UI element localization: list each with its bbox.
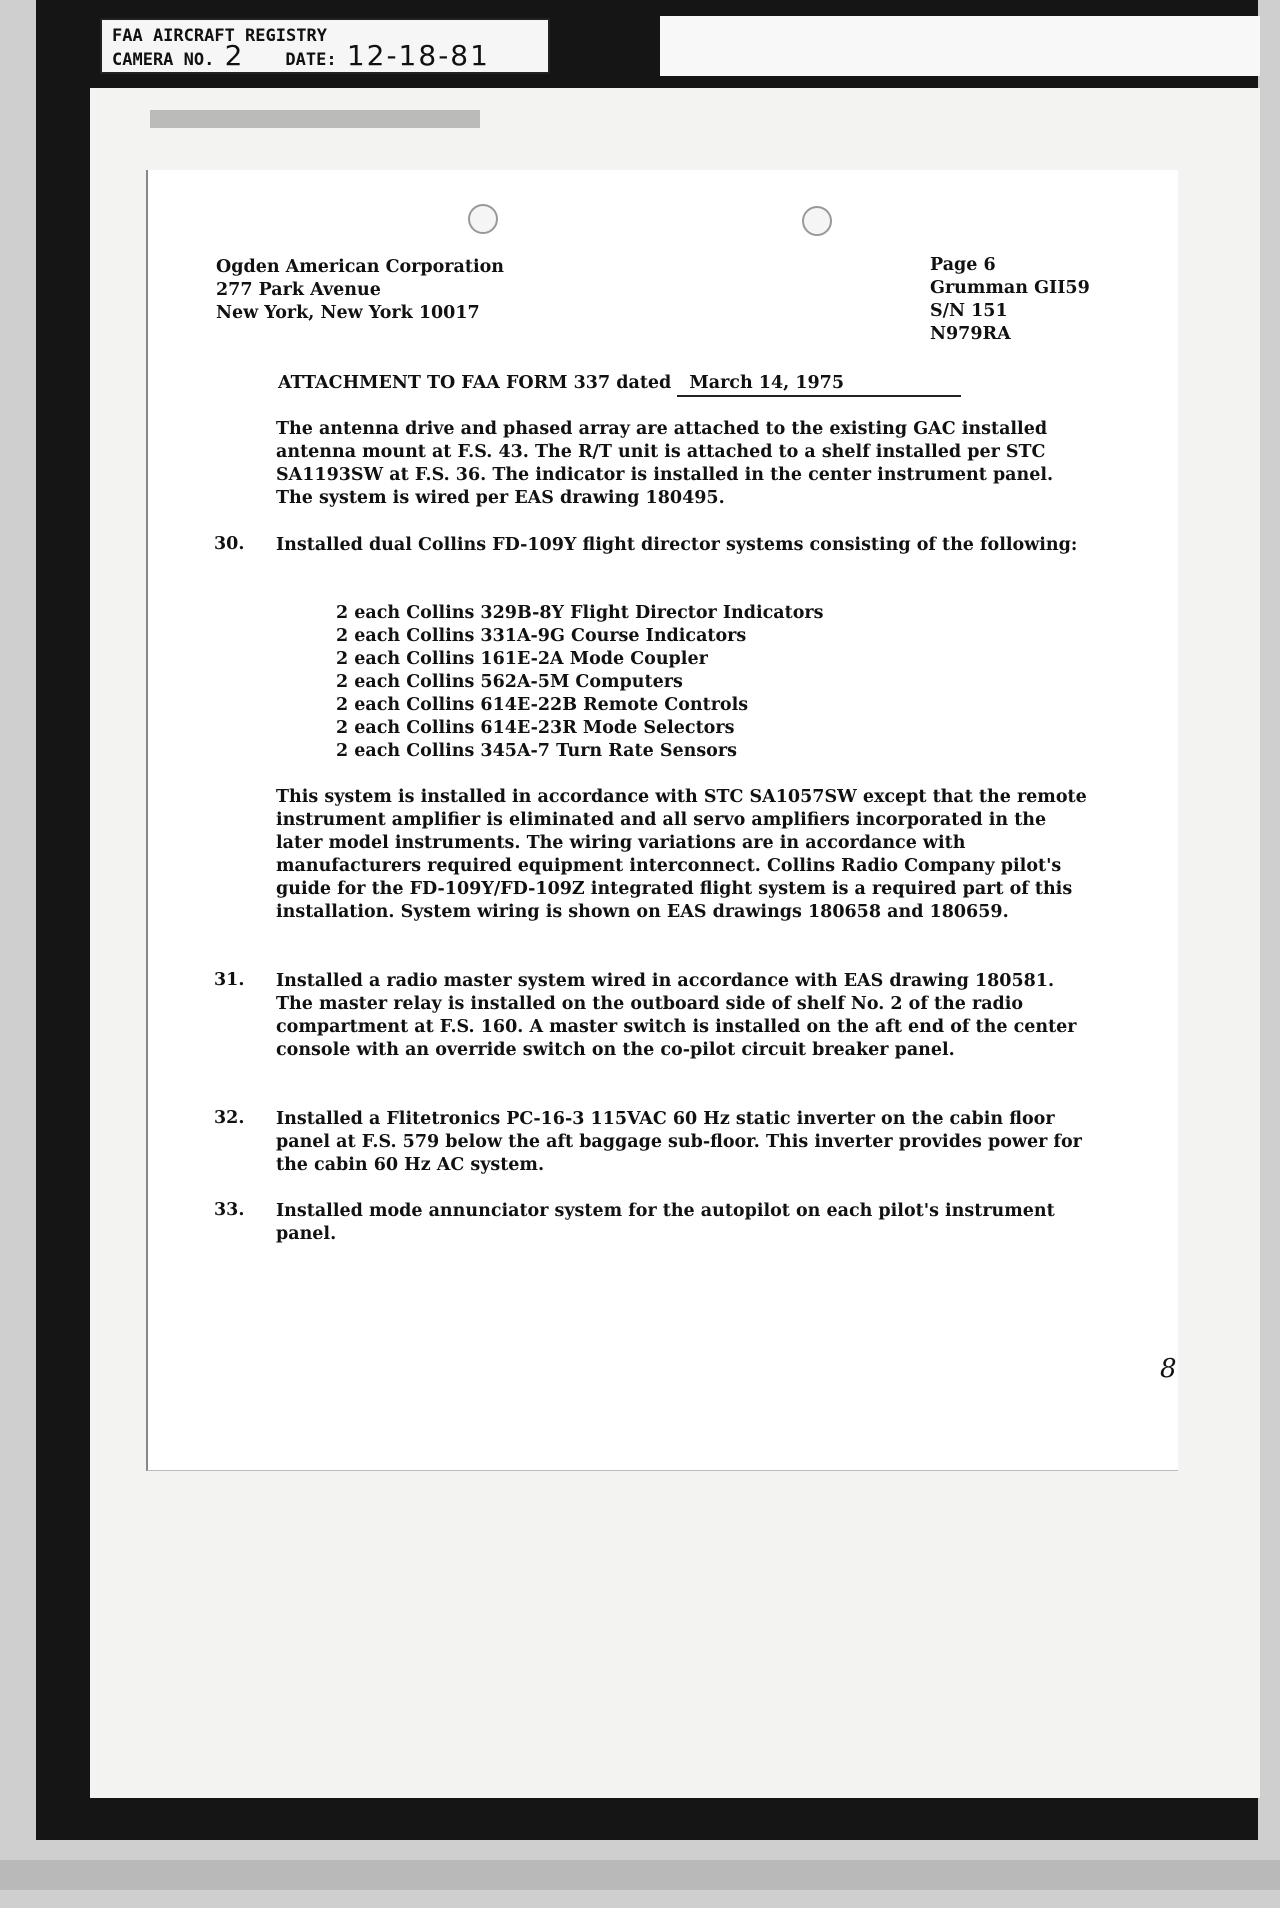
attachment-heading: ATTACHMENT TO FAA FORM 337 dated bbox=[278, 373, 672, 393]
aircraft-info bbox=[930, 254, 1090, 346]
attachment-title bbox=[278, 372, 961, 397]
item-number: 32. bbox=[214, 1108, 245, 1128]
component-list bbox=[336, 602, 823, 763]
company-name: Ogden American Corporation bbox=[216, 257, 504, 277]
list-item: 2 each Collins 562A-5M Computers bbox=[336, 672, 683, 692]
handwritten-mark: 8 bbox=[1160, 1354, 1177, 1384]
serial-number: S/N 151 bbox=[930, 301, 1008, 321]
camera-number: 2 bbox=[224, 39, 245, 72]
list-item: 2 each Collins 161E-2A Mode Coupler bbox=[336, 649, 708, 669]
camera-label: CAMERA NO. bbox=[112, 50, 215, 70]
list-item: 2 each Collins 331A-9G Course Indicators bbox=[336, 626, 747, 646]
registry-label: FAA AIRCRAFT REGISTRY bbox=[112, 26, 327, 46]
item-number: 33. bbox=[214, 1200, 245, 1220]
blank-stamp-box bbox=[660, 16, 1260, 76]
item-31-text: Installed a radio master system wired in accordance with EAS drawing 180581. The master relay is installed on the outboard side of shelf No. 2 of the radio compartment at F.S. 160. A master switch is installed on the aft end of the center console with an override switch on the co-pilot circuit breaker panel. bbox=[276, 971, 1077, 1060]
stamp-date: 12-18-81 bbox=[346, 39, 490, 72]
attachment-date: March 14, 1975 bbox=[677, 372, 961, 397]
list-item: 2 each Collins 614E-22B Remote Controls bbox=[336, 695, 749, 715]
item-30-note: This system is installed in accordance with STC SA1057SW except that the remote instrument amplifier is eliminated and all servo amplifiers incorporated in the later model instruments. The wiring variations are in accordance with manufacturers required equipment interconnect. Collins Radio Company pilot's guide for the FD-109Y/FD-109Z integrated flight system is a required part of this installation. System wiring is shown on EAS drawings 180658 and 180659. bbox=[276, 787, 1087, 922]
sender-address bbox=[216, 256, 504, 325]
item-30-text: Installed dual Collins FD-109Y flight director systems consisting of the following: bbox=[276, 535, 1078, 555]
date-label: DATE: bbox=[285, 50, 337, 70]
city-address: New York, New York 10017 bbox=[216, 303, 480, 323]
list-item: 2 each Collins 614E-23R Mode Selectors bbox=[336, 718, 735, 738]
item-number: 31. bbox=[214, 970, 245, 990]
item-33-text: Installed mode annunciator system for the autopilot on each pilot's instrument panel. bbox=[276, 1201, 1055, 1244]
list-item: 2 each Collins 345A-7 Turn Rate Sensors bbox=[336, 741, 737, 761]
item-number: 30. bbox=[214, 534, 245, 554]
registration-number: N979RA bbox=[930, 324, 1011, 344]
punch-hole bbox=[802, 206, 832, 236]
aircraft-model: Grumman GII59 bbox=[930, 278, 1090, 298]
page-number: Page 6 bbox=[930, 255, 996, 275]
intro-paragraph: The antenna drive and phased array are attached to the existing GAC installed antenna mount at F.S. 43. The R/T unit is attached to a shelf installed per STC SA1193SW at F.S. 36. The indicator is installed in the center instrument panel. The system is wired per EAS drawing 180495. bbox=[276, 419, 1054, 508]
scan-noise bbox=[0, 1860, 1280, 1890]
registry-stamp bbox=[100, 18, 550, 74]
item-32-text: Installed a Flitetronics PC-16-3 115VAC 60 Hz static inverter on the cabin floor panel at F.S. 579 below the aft baggage sub-floor. This inverter provides power for the cabin 60 Hz AC system. bbox=[276, 1109, 1082, 1175]
list-item: 2 each Collins 329B-8Y Flight Director Indicators bbox=[336, 603, 824, 623]
punch-hole bbox=[468, 204, 498, 234]
street-address: 277 Park Avenue bbox=[216, 280, 381, 300]
scan-noise bbox=[150, 110, 480, 128]
